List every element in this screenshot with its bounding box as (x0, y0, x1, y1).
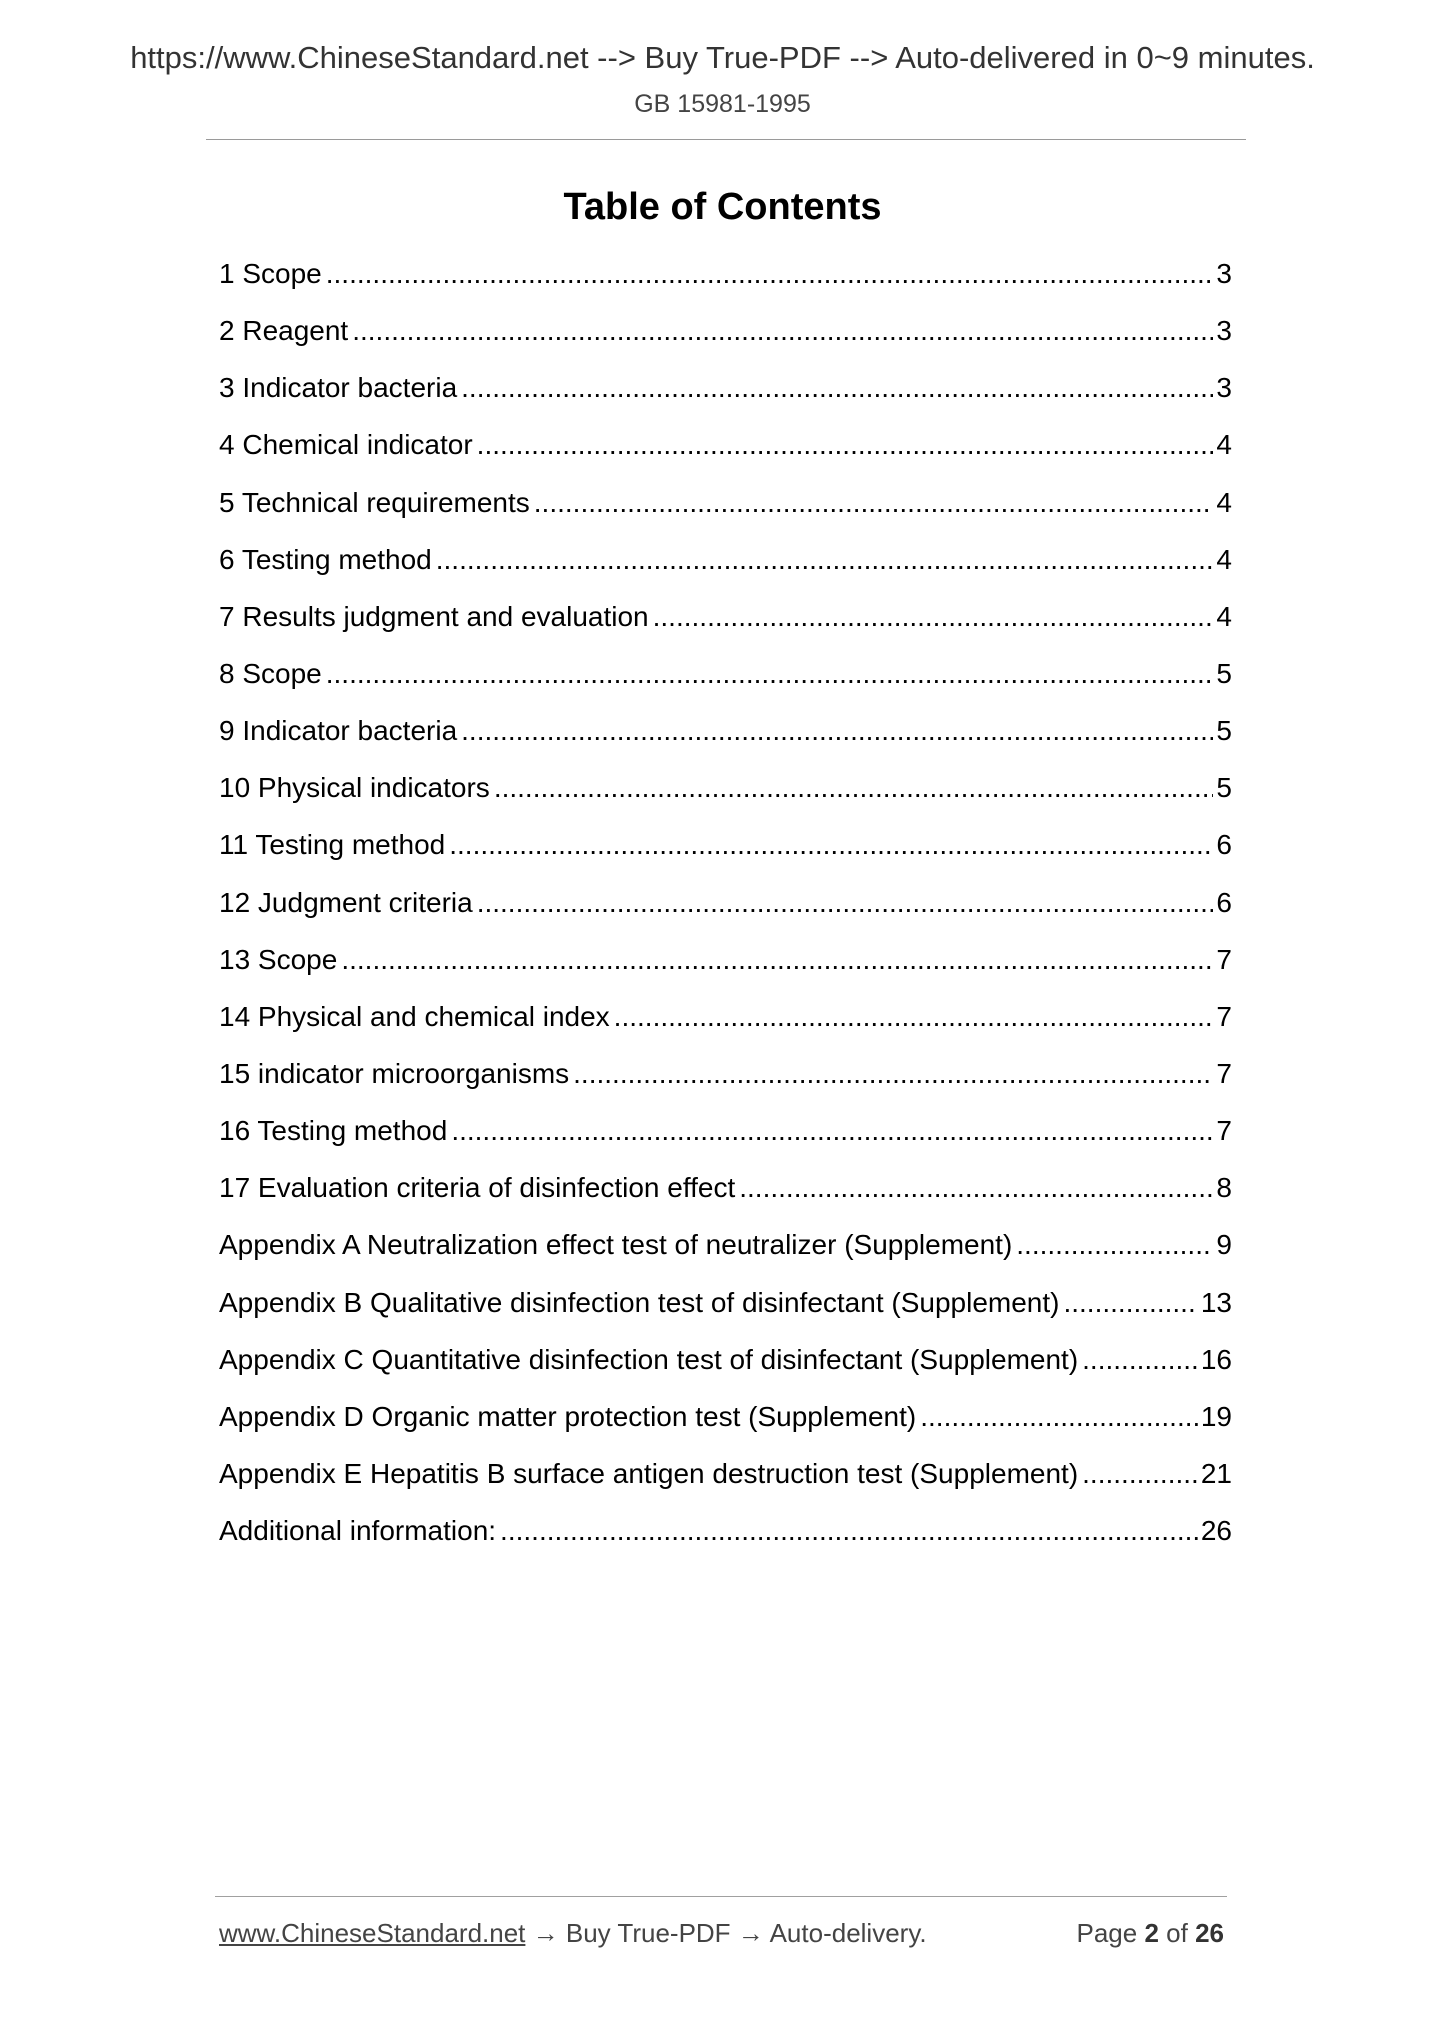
toc-entry[interactable] (219, 597, 1232, 654)
toc-entry[interactable] (219, 1111, 1232, 1168)
toc-dot-leader (451, 1111, 1213, 1151)
toc-entry-page: 3 (1216, 315, 1232, 347)
page-current: 2 (1144, 1918, 1159, 1948)
toc-entry-page: 19 (1200, 1400, 1232, 1432)
toc-dot-leader (352, 311, 1213, 351)
toc-entry-page: 4 (1216, 429, 1232, 461)
toc-entry-label: 4 Chemical indicator (219, 429, 473, 461)
toc-entry-label: 10 Physical indicators (219, 772, 490, 804)
footer-delivery-text: Auto-delivery. (769, 1918, 927, 1948)
toc-entry-page: 4 (1216, 600, 1232, 632)
banner-arrow: --> (840, 40, 896, 75)
toc-dot-leader (461, 368, 1213, 408)
toc-entry[interactable] (219, 483, 1232, 540)
toc-entry[interactable] (219, 1511, 1232, 1568)
footer-left (219, 1918, 927, 1949)
banner-url[interactable]: https://www.ChineseStandard.net (130, 40, 589, 75)
toc-entry-page: 7 (1216, 943, 1232, 975)
toc-entry-page: 21 (1200, 1457, 1232, 1489)
toc-entry-label: 1 Scope (219, 258, 322, 289)
toc-entry-page: 6 (1216, 886, 1232, 918)
toc-entry[interactable] (219, 1283, 1232, 1340)
toc-entry[interactable] (219, 940, 1232, 997)
toc-entry-page: 9 (1216, 1229, 1232, 1261)
toc-entry[interactable] (219, 425, 1232, 482)
toc-entry-page: 6 (1216, 829, 1232, 861)
toc-entry[interactable] (219, 654, 1232, 711)
toc-entry-page: 5 (1216, 772, 1232, 804)
toc-entry[interactable] (219, 997, 1232, 1054)
toc-entry-page: 7 (1216, 1000, 1232, 1032)
toc-entry-label: 8 Scope (219, 657, 322, 689)
toc-entry[interactable] (219, 883, 1232, 940)
toc-dot-leader (920, 1397, 1198, 1437)
toc-dot-leader (326, 654, 1214, 694)
toc-entry-label: 15 indicator microorganisms (219, 1057, 570, 1089)
banner-delivery-text: Auto-delivered in 0~9 minutes. (895, 40, 1315, 75)
toc-entry-label: Appendix E Hepatitis B surface antigen destruction test (Supplement) (219, 1457, 1079, 1489)
footer-site-link[interactable]: www.ChineseStandard.net (219, 1918, 526, 1948)
toc-entry-label: Additional information: (219, 1515, 497, 1547)
toc-entry[interactable] (219, 368, 1232, 425)
toc-entry[interactable] (219, 540, 1232, 597)
toc-entry-page: 7 (1216, 1057, 1232, 1089)
toc-entry-label: 11 Testing method (219, 829, 446, 861)
toc-entry-page: 8 (1216, 1172, 1232, 1204)
header-divider (206, 139, 1246, 140)
toc-dot-leader (653, 597, 1214, 637)
page-indicator (1076, 1918, 1224, 1949)
arrow-right-icon: → (730, 1918, 770, 1948)
toc-dot-leader (1082, 1340, 1198, 1380)
document-code: GB 15981-1995 (634, 90, 811, 118)
page-of: of (1166, 1918, 1188, 1948)
toc-dot-leader (1063, 1283, 1197, 1323)
toc-dot-leader (494, 768, 1214, 808)
toc-entry-label: 17 Evaluation criteria of disinfection effect (219, 1172, 736, 1204)
toc-dot-leader (477, 883, 1214, 923)
toc-dot-leader (477, 425, 1214, 465)
toc-entry-label: Appendix D Organic matter protection test (Supplement) (219, 1400, 917, 1432)
toc-dot-leader (573, 1054, 1213, 1094)
toc-entry-label: 7 Results judgment and evaluation (219, 600, 649, 632)
toc-entry-label: Appendix A Neutralization effect test of neutralizer (Supplement) (219, 1229, 1013, 1261)
toc-entry-label: 3 Indicator bacteria (219, 372, 458, 404)
toc-dot-leader (534, 483, 1214, 523)
toc-entry-page: 7 (1216, 1115, 1232, 1147)
page-label: Page (1076, 1918, 1138, 1948)
toc-entry-page: 4 (1216, 543, 1232, 575)
toc-entry[interactable] (219, 711, 1232, 768)
toc-entry[interactable] (219, 825, 1232, 882)
toc-entry[interactable] (219, 311, 1232, 368)
banner-buy-text: Buy True-PDF (644, 40, 841, 75)
banner-arrow: --> (588, 40, 645, 75)
toc-entry-label: 13 Scope (219, 943, 338, 975)
toc-entry-page: 26 (1200, 1515, 1232, 1547)
toc-dot-leader (1016, 1225, 1213, 1265)
toc-entry-label: 14 Physical and chemical index (219, 1000, 610, 1032)
toc-entry[interactable] (219, 1168, 1232, 1225)
toc-dot-leader (436, 540, 1214, 580)
toc-dot-leader (326, 254, 1214, 294)
toc-dot-leader (500, 1511, 1198, 1551)
toc-entry-page: 5 (1216, 715, 1232, 747)
top-banner (0, 40, 1445, 76)
toc-entry-label: 6 Testing method (219, 543, 432, 575)
toc-entry[interactable] (219, 1340, 1232, 1397)
toc-entry-label: 9 Indicator bacteria (219, 715, 458, 747)
arrow-right-icon: → (525, 1918, 566, 1948)
toc-entry-page: 16 (1200, 1343, 1232, 1375)
toc-entry[interactable] (219, 1397, 1232, 1454)
toc-entry[interactable] (219, 1225, 1232, 1282)
toc-entry-label: 16 Testing method (219, 1115, 448, 1147)
toc-entry[interactable] (219, 1454, 1232, 1511)
toc-entry-page: 5 (1216, 657, 1232, 689)
toc-title: Table of Contents (563, 186, 882, 228)
toc-dot-leader (341, 940, 1213, 980)
toc-entry[interactable] (219, 768, 1232, 825)
toc-dot-leader (449, 825, 1213, 865)
footer-divider (215, 1896, 1227, 1897)
toc-dot-leader (739, 1168, 1213, 1208)
toc-list (219, 254, 1232, 1568)
toc-entry-label: Appendix B Qualitative disinfection test of disinfectant (Supplement) (219, 1286, 1060, 1318)
toc-entry-label: 5 Technical requirements (219, 486, 530, 518)
toc-entry[interactable] (219, 254, 1232, 311)
toc-entry-label: 12 Judgment criteria (219, 886, 473, 918)
page-total: 26 (1195, 1918, 1224, 1948)
footer (219, 1918, 1224, 1952)
toc-entry-page: 3 (1216, 258, 1232, 289)
toc-entry-label: Appendix C Quantitative disinfection test of disinfectant (Supplement) (219, 1343, 1079, 1375)
toc-dot-leader (461, 711, 1213, 751)
toc-entry-page: 4 (1216, 486, 1232, 518)
toc-dot-leader (614, 997, 1214, 1037)
toc-entry-page: 13 (1200, 1286, 1232, 1318)
footer-buy-text: Buy True-PDF (565, 1918, 731, 1948)
toc-entry[interactable] (219, 1054, 1232, 1111)
toc-entry-label: 2 Reagent (219, 315, 349, 347)
toc-entry-page: 3 (1216, 372, 1232, 404)
toc-dot-leader (1082, 1454, 1198, 1494)
